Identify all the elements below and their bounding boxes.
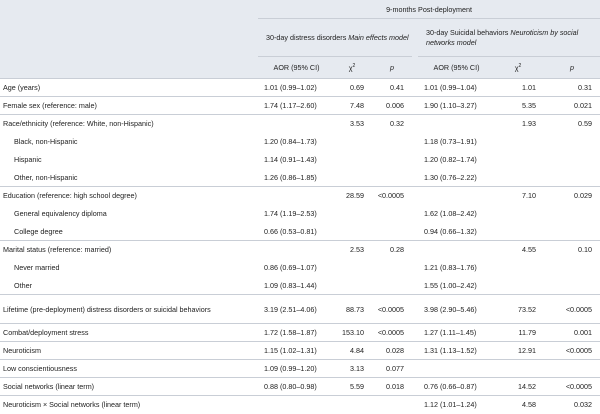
chi-model1: 7.48 [332,97,372,115]
aor-model2: 0.76 (0.66–0.87) [418,378,492,396]
chi-model2: 73.52 [492,295,544,324]
chi-model1: 28.59 [332,187,372,205]
aor-model1: 0.86 (0.69–1.07) [264,263,317,272]
aor-model1 [258,241,332,259]
model2-title-italic: Neuroticism by social networks model [426,27,579,47]
p-model2 [544,151,600,169]
col-p-2: p [544,57,600,79]
chi-model1 [332,169,372,187]
col-chi-2: $\chi^2$ [492,57,544,79]
chi-model1: 0.69 [332,79,372,97]
chi-model1 [332,396,372,414]
table-row [0,79,600,97]
chi-model1: 2.53 [332,241,372,259]
chi-model1 [332,205,372,223]
p-model1: 0.018 [372,378,412,396]
p-model2: <0.0005 [544,295,600,324]
chi-model2: 4.55 [492,241,544,259]
chi-model2 [492,259,544,277]
chi-model1: 4.84 [332,342,372,360]
header-row-period [0,0,600,19]
table-row [0,324,600,342]
chi-model2: 14.52 [492,378,544,396]
p-model1: <0.0005 [372,324,412,342]
row-label: Age (years) [0,79,258,97]
p-model1: 0.028 [372,342,412,360]
chi-model1 [332,133,372,151]
aor-model2: 1.21 (0.83–1.76) [424,263,477,272]
p-model1 [372,259,412,277]
chi-model2: 4.58 [492,396,544,414]
aor-model1 [258,187,332,205]
p-model2: 0.31 [544,79,600,97]
aor-model1: 1.72 (1.58–1.87) [258,324,332,342]
chi-model1 [332,151,372,169]
p-model2: 0.032 [544,396,600,414]
table-row [0,115,600,133]
table-row [0,277,600,295]
row-label: Combat/deployment stress [0,324,258,342]
model1-title [258,19,412,57]
chi-model2: 1.01 [492,79,544,97]
p-model1: 0.077 [372,360,412,378]
p-model2: 0.021 [544,97,600,115]
aor-model2: 1.20 (0.82–1.74) [424,155,477,164]
header-row-columns [0,57,600,79]
p-model1 [372,151,412,169]
table-row [0,378,600,396]
chi-model1 [332,259,372,277]
aor-model2: 1.90 (1.10–3.27) [418,97,492,115]
chi-model2: 1.93 [492,115,544,133]
row-label: Neuroticism × Social networks (linear term) [0,396,258,414]
table-row [0,187,600,205]
p-model2 [544,360,600,378]
header-row-models [0,19,600,57]
model2-title [418,19,600,57]
aor-model1: 1.26 (0.86–1.85) [264,172,317,182]
model2-title-plain: 30-day Suicidal behaviors [426,27,511,37]
row-label: Female sex (reference: male) [0,97,258,115]
p-model1 [372,396,412,414]
chi-model1: 5.59 [332,378,372,396]
aor-model1: 1.20 (0.84–1.73) [264,137,317,146]
row-label: Never married [14,263,60,272]
chi-model2 [492,360,544,378]
aor-model2: 1.31 (1.13–1.52) [418,342,492,360]
p-model2 [544,169,600,187]
row-label: College degree [14,226,63,236]
chi-model2: 5.35 [492,97,544,115]
p-model1: 0.006 [372,97,412,115]
table-row [0,342,600,360]
chi-model1: 3.53 [332,115,372,133]
aor-model1: 1.09 (0.83–1.44) [264,280,317,290]
aor-model1: 1.14 (0.91–1.43) [264,155,317,164]
aor-model1: 0.88 (0.80–0.98) [258,378,332,396]
chi-model2: 7.10 [492,187,544,205]
chi-model2: 12.91 [492,342,544,360]
table-row [0,169,600,187]
model1-title-plain: 30-day distress disorders [266,32,349,42]
aor-model1: 1.74 (1.17–2.60) [258,97,332,115]
p-model1: <0.0005 [372,187,412,205]
row-label: Lifetime (pre-deployment) distress disorders or suicidal behaviors [0,295,258,324]
col-aor-2: AOR (95% CI) [418,57,492,79]
p-model2: 0.029 [544,187,600,205]
aor-model2: 1.62 (1.08–2.42) [424,209,477,218]
aor-model1: 1.01 (0.99–1.02) [258,79,332,97]
aor-model2: 3.98 (2.90–5.46) [418,295,492,324]
chi-model2 [492,169,544,187]
chi-model1 [332,223,372,241]
p-model1: 0.28 [372,241,412,259]
table-row [0,241,600,259]
row-label: Education (reference: high school degree) [0,187,258,205]
chi-model1 [332,277,372,295]
row-label: Hispanic [14,155,42,164]
p-model2 [544,223,600,241]
aor-model2: 1.01 (0.99–1.04) [418,79,492,97]
p-model1 [372,133,412,151]
p-model2: 0.10 [544,241,600,259]
chi-model2 [492,223,544,241]
aor-model2: 1.27 (1.11–1.45) [418,324,492,342]
p-model1 [372,169,412,187]
row-label: Other, non-Hispanic [14,172,78,182]
row-label: Race/ethnicity (reference: White, non-Hispanic) [0,115,258,133]
aor-model1 [258,115,332,133]
chi-model2: 11.79 [492,324,544,342]
chi-model2 [492,133,544,151]
table-row [0,223,600,241]
row-label: Black, non-Hispanic [14,137,78,146]
aor-model2: 1.18 (0.73–1.91) [424,137,477,146]
row-label: Social networks (linear term) [0,378,258,396]
p-model1 [372,277,412,295]
p-model1: <0.0005 [372,295,412,324]
col-p-1: p [372,57,412,79]
table-row [0,295,600,324]
aor-model2 [418,187,492,205]
row-label: General equivalency diploma [14,209,107,218]
table-row [0,151,600,169]
chi-model2 [492,151,544,169]
aor-model2: 0.94 (0.66–1.32) [424,226,477,236]
row-label: Neuroticism [0,342,258,360]
p-model1 [372,205,412,223]
p-model2 [544,205,600,223]
p-model2 [544,133,600,151]
p-model2: 0.59 [544,115,600,133]
aor-model2 [418,241,492,259]
aor-model1: 1.09 (0.99–1.20) [258,360,332,378]
row-label: Marital status (reference: married) [0,241,258,259]
table-row [0,205,600,223]
p-model1: 0.32 [372,115,412,133]
aor-model2 [418,115,492,133]
aor-model1 [258,396,332,414]
chi-model1: 153.10 [332,324,372,342]
table-row [0,133,600,151]
p-model1: 0.41 [372,79,412,97]
chi-model1: 88.73 [332,295,372,324]
p-model1 [372,223,412,241]
chi-model1: 3.13 [332,360,372,378]
aor-model2 [418,360,492,378]
chi-model2 [492,277,544,295]
p-model2: <0.0005 [544,378,600,396]
table-row [0,360,600,378]
col-aor-1: AOR (95% CI) [258,57,332,79]
aor-model1: 0.66 (0.53–0.81) [264,226,317,236]
model1-title-italic: Main effects model [348,32,409,42]
aor-model1: 1.74 (1.19–2.53) [264,209,317,218]
chi-model2 [492,205,544,223]
row-label: Other [14,280,32,290]
col-chi-1: $\chi^2$ [332,57,372,79]
row-label: Low conscientiousness [0,360,258,378]
table-row [0,396,600,414]
p-model2: <0.0005 [544,342,600,360]
aor-model1: 3.19 (2.51–4.06) [258,295,332,324]
table-row [0,97,600,115]
aor-model1: 1.15 (1.02–1.31) [258,342,332,360]
aor-model2: 1.55 (1.00–2.42) [424,280,477,290]
aor-model2: 1.12 (1.01–1.24) [418,396,492,414]
p-model2: 0.001 [544,324,600,342]
p-model2 [544,259,600,277]
period-title: 9-months Post-deployment [258,0,600,19]
table-row [0,259,600,277]
p-model2 [544,277,600,295]
aor-model2: 1.30 (0.76–2.22) [424,172,477,182]
